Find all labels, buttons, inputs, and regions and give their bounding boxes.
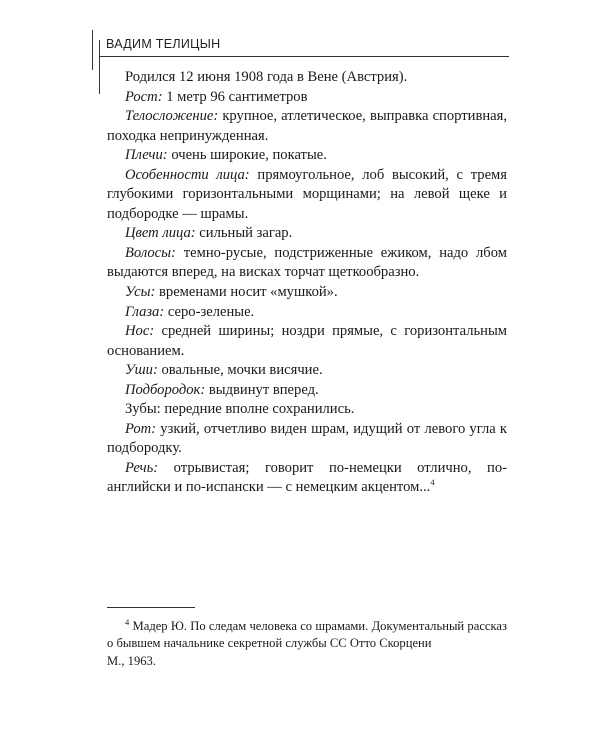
paragraph-hair [107, 244, 507, 283]
ears-value: овальные, мочки висячие. [157, 362, 323, 379]
header-horizontal-rule [99, 56, 509, 57]
paragraph-mustache [107, 283, 507, 303]
footnote-reference: 4 [430, 477, 435, 488]
ears-label: Уши: [125, 362, 158, 379]
paragraph-born [107, 68, 507, 88]
paragraph-build [107, 107, 507, 146]
chin-value: выдвинут вперед. [205, 381, 319, 398]
complexion-value: сильный загар. [195, 225, 293, 242]
footnote-tail: М., 1963. [107, 653, 156, 668]
paragraph-ears [107, 361, 507, 381]
paragraph-speech [107, 459, 507, 498]
paragraph-shoulders [107, 146, 507, 166]
chin-label: Подбородок: [125, 381, 206, 398]
mustache-label: Усы: [125, 284, 156, 301]
footnote-text: Мадер Ю. По следам человека со шрамами. Документальный рассказ о бывшем начальнике секретной службы СС Отто Скорцени [107, 619, 507, 651]
eyes-value: серо-зеленые. [164, 303, 255, 320]
build-label: Телосложение: [125, 108, 219, 125]
footnote-body [107, 618, 507, 653]
shoulders-label: Плечи: [125, 147, 168, 164]
paragraph-teeth [107, 400, 507, 420]
build-value: крупное, атлетическое, выправка спортивная, походка непринужденная. [107, 108, 507, 144]
mouth-value: узкий, отчетливо виден шрам, идущий от левого угла к подбородку. [107, 420, 507, 457]
mouth-label: Рот: [125, 420, 157, 437]
speech-label: Речь: [125, 459, 159, 476]
paragraph-height [107, 88, 507, 108]
paragraph-face [107, 166, 507, 225]
born-text: Родился 12 июня 1908 года в Вене (Австрия). [125, 69, 408, 85]
height-label: Рост: [125, 88, 163, 105]
header-vertical-rule-inner [99, 40, 100, 94]
hair-label: Волосы: [125, 244, 176, 261]
paragraph-nose [107, 322, 507, 361]
nose-value: средней ширины; ноздри прямые, с горизонтальным основанием. [107, 323, 507, 359]
mustache-value: временами носит «мушкой». [155, 284, 338, 301]
speech-value: отрывистая; говорит по-немецки отлично, по-английски и по-испански — с немецким акцентом... [107, 459, 507, 496]
height-value: 1 метр 96 сантиметров [162, 88, 308, 105]
complexion-label: Цвет лица: [125, 225, 196, 242]
face-label: Особенности лица: [125, 166, 250, 183]
eyes-label: Глаза: [125, 303, 165, 320]
paragraph-eyes [107, 303, 507, 323]
header-vertical-rule-outer [92, 30, 93, 70]
face-value: прямоугольное, лоб высокий, с тремя глубокими горизонтальными морщинами; на левой щеке и подбородке — шрамы. [107, 166, 507, 222]
shoulders-value: очень широкие, покатые. [167, 147, 327, 164]
hair-value: темно-русые, подстриженные ежиком, надо лбом выдаются вперед, на висках торчат щеткообразно. [107, 244, 507, 281]
footnote-rule [107, 607, 195, 608]
nose-label: Нос: [125, 323, 155, 340]
paragraph-chin [107, 381, 507, 401]
teeth-text: Зубы: передние вполне сохранились. [125, 401, 355, 418]
footnote [107, 618, 507, 670]
running-head: ВАДИМ ТЕЛИЦЫН [106, 37, 221, 51]
paragraph-mouth [107, 420, 507, 459]
paragraph-complexion [107, 224, 507, 244]
footnote-number: 4 [125, 616, 130, 627]
body-text [107, 68, 507, 498]
